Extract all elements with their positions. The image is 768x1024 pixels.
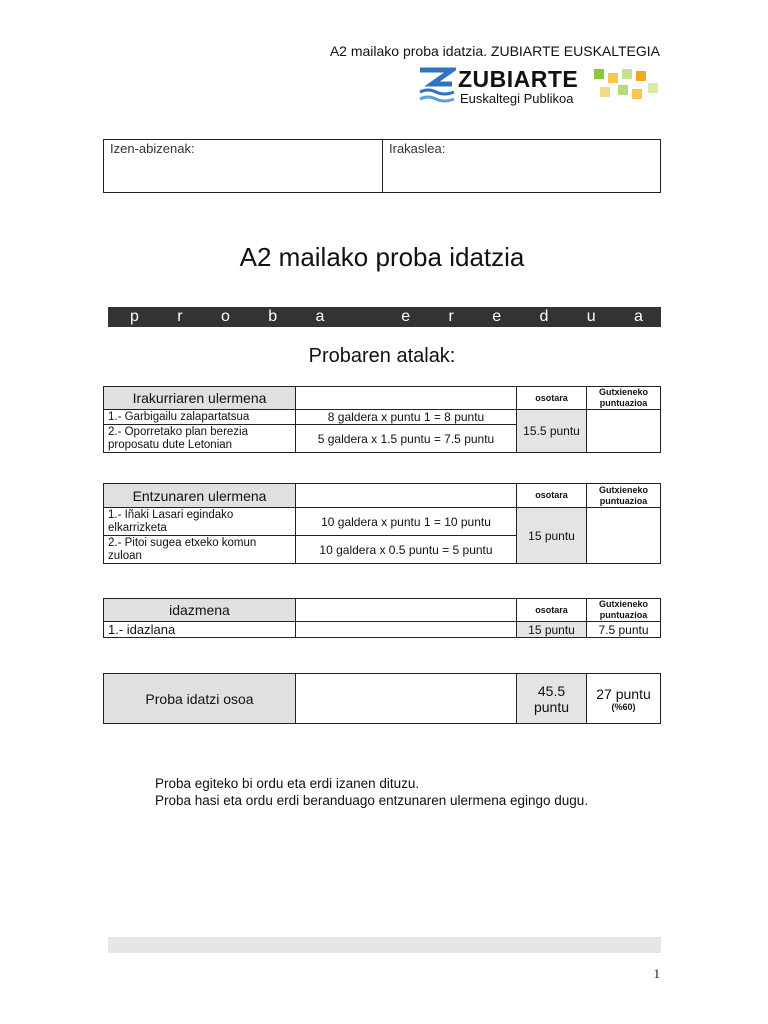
reading-section-table bbox=[103, 386, 661, 453]
summary-min: 27 puntu bbox=[596, 685, 651, 702]
summary-table bbox=[103, 673, 661, 724]
task-name: 2.- Oporretako plan berezia proposatu dute Letonian bbox=[104, 425, 296, 453]
section-total: 15.5 puntu bbox=[517, 410, 587, 453]
min-score-label: Gutxieneko puntuazioa bbox=[587, 484, 661, 508]
banner-letter: d bbox=[539, 308, 549, 325]
wave-logo-icon bbox=[418, 66, 456, 106]
student-info-table bbox=[103, 139, 661, 193]
min-score-cell[interactable] bbox=[587, 410, 661, 453]
empty-cell bbox=[296, 387, 517, 410]
banner-letter: r bbox=[448, 308, 454, 325]
summary-total: 45.5 puntu bbox=[517, 674, 587, 724]
banner-bar bbox=[108, 307, 661, 327]
writing-section-table bbox=[103, 598, 661, 638]
footer-bar bbox=[108, 937, 661, 953]
instruction-line: Proba egiteko bi ordu eta erdi izanen dituzu. bbox=[155, 776, 420, 791]
banner-letter: o bbox=[220, 308, 230, 325]
total-label: osotara bbox=[517, 599, 587, 622]
total-label: osotara bbox=[517, 484, 587, 508]
banner-letter: b bbox=[268, 308, 278, 325]
summary-label: Proba idatzi osoa bbox=[104, 674, 296, 724]
teacher-label: Irakaslea: bbox=[389, 141, 446, 156]
task-name: 1.- Garbigailu zalapartatsua bbox=[104, 410, 296, 425]
zubiarte-logo bbox=[418, 66, 668, 110]
banner-letter: u bbox=[586, 308, 596, 325]
empty-cell bbox=[296, 599, 517, 622]
section-title: Entzunaren ulermena bbox=[104, 484, 296, 508]
task-detail: 8 galdera x puntu 1 = 8 puntu bbox=[296, 410, 517, 425]
banner-letter: p bbox=[130, 308, 139, 325]
min-score-label: Gutxieneko puntuazioa bbox=[587, 599, 661, 622]
empty-cell bbox=[296, 484, 517, 508]
instructions bbox=[155, 775, 588, 809]
task-detail: 10 galdera x 0.5 puntu = 5 puntu bbox=[296, 536, 517, 564]
empty-cell bbox=[296, 674, 517, 724]
logo-name: ZUBIARTE bbox=[458, 66, 579, 92]
task-name: 1.- Iñaki Lasari egindako elkarrizketa bbox=[104, 508, 296, 536]
section-total: 15 puntu bbox=[517, 508, 587, 564]
page-title: A2 mailako proba idatzia bbox=[239, 242, 525, 272]
banner-letter: r bbox=[177, 308, 183, 325]
min-score-cell: 7.5 puntu bbox=[587, 622, 661, 638]
min-score-cell[interactable] bbox=[587, 508, 661, 564]
section-heading: Probaren atalak: bbox=[308, 345, 456, 367]
task-detail: 5 galdera x 1.5 puntu = 7.5 puntu bbox=[296, 425, 517, 453]
total-label: osotara bbox=[517, 387, 587, 410]
section-title: idazmena bbox=[104, 599, 296, 622]
document-header-title: A2 mailako proba idatzia. ZUBIARTE EUSKALTEGIA bbox=[329, 43, 660, 59]
name-label: Izen-abizenak: bbox=[110, 141, 195, 156]
color-squares-icon bbox=[594, 69, 664, 105]
banner-letter: a bbox=[315, 308, 325, 325]
instruction-line: Proba hasi eta ordu erdi beranduago entzunaren ulermena egingo dugu. bbox=[155, 793, 589, 808]
page-number: 1 bbox=[653, 966, 660, 981]
banner-letter: a bbox=[634, 308, 643, 325]
task-name: 1.- idazlana bbox=[104, 622, 296, 638]
task-detail: 10 galdera x puntu 1 = 10 puntu bbox=[296, 508, 517, 536]
section-title: Irakurriaren ulermena bbox=[104, 387, 296, 410]
min-score-label: Gutxieneko puntuazioa bbox=[587, 387, 661, 410]
teacher-field[interactable] bbox=[383, 140, 661, 193]
logo-subtitle: Euskaltegi Publikoa bbox=[460, 91, 574, 106]
banner-letter: e bbox=[492, 308, 502, 325]
summary-min-cell bbox=[587, 674, 661, 724]
name-field[interactable] bbox=[104, 140, 383, 193]
task-detail bbox=[296, 622, 517, 638]
banner-letter: e bbox=[401, 308, 411, 325]
task-name: 2.- Pitoi sugea etxeko komun zuloan bbox=[104, 536, 296, 564]
summary-min-percent: (%60) bbox=[611, 701, 636, 712]
section-total: 15 puntu bbox=[517, 622, 587, 638]
listening-section-table bbox=[103, 483, 661, 564]
